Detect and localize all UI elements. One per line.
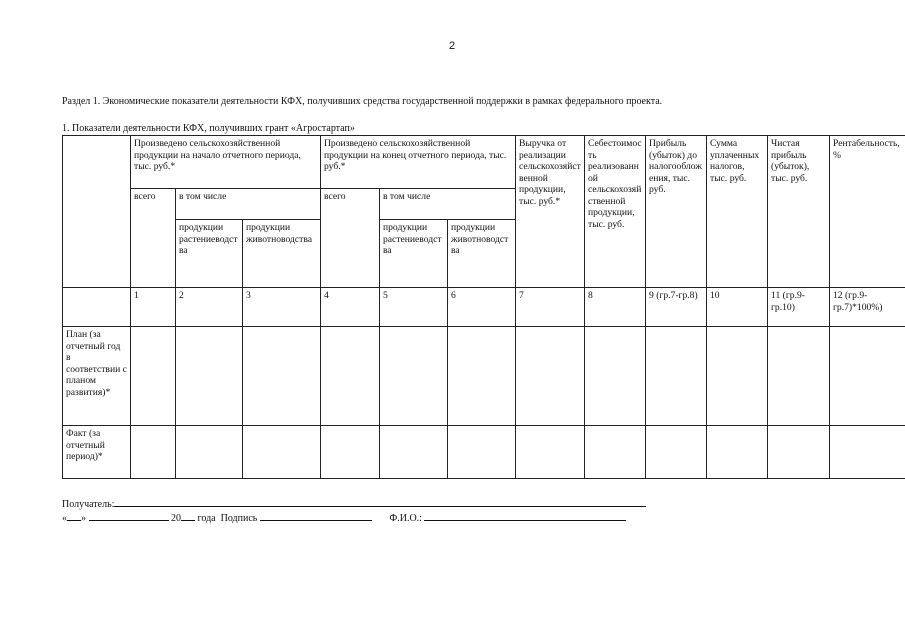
plan-cell[interactable] (768, 327, 830, 426)
header-total-start: всего (131, 189, 176, 288)
number-corner-cell (63, 288, 131, 327)
column-number: 11 (гр.9-гр.10) (768, 288, 830, 327)
fact-cell[interactable] (768, 426, 830, 479)
header-net-profit: Чистая прибыль (убыток), тыс. руб. (768, 136, 830, 288)
column-number: 2 (176, 288, 243, 327)
plan-cell[interactable] (380, 327, 448, 426)
column-number: 5 (380, 288, 448, 327)
header-group-start: Произведено сельскохозяйственной продукции на начало отчетного периода, тыс. руб.* (131, 136, 321, 189)
fact-cell[interactable] (448, 426, 516, 479)
column-number: 3 (243, 288, 321, 327)
fact-cell[interactable] (131, 426, 176, 479)
column-number: 8 (585, 288, 646, 327)
fact-cell[interactable] (516, 426, 585, 479)
year-prefix: 20 (171, 513, 181, 524)
column-number: 9 (гр.7-гр.8) (646, 288, 707, 327)
recipient-field[interactable] (114, 496, 646, 507)
year-field[interactable] (181, 510, 195, 521)
row-label-fact: Факт (за отчетный период)* (63, 426, 131, 479)
column-number: 7 (516, 288, 585, 327)
column-number: 6 (448, 288, 516, 327)
header-taxes: Сумма уплаченных налогов, тыс. руб. (707, 136, 768, 288)
fact-cell[interactable] (321, 426, 380, 479)
header-profit: Прибыль (убыток) до налогообложения, тыс. руб. (646, 136, 707, 288)
fact-cell[interactable] (585, 426, 646, 479)
fact-cell[interactable] (830, 426, 905, 479)
column-number-row (63, 288, 905, 327)
fact-cell[interactable] (380, 426, 448, 479)
section-title: Раздел 1. Экономические показатели деятельности КФХ, получивших средства государственной поддержки в рамках федерального проекта. (62, 96, 663, 107)
plan-cell[interactable] (321, 327, 380, 426)
quote-close: » (81, 513, 86, 524)
header-profitability: Рентабельность, % (830, 136, 905, 288)
plan-cell[interactable] (176, 327, 243, 426)
header-group-end: Произведено сельскохозяйственной продукции на конец отчетного периода, тыс. руб.* (321, 136, 516, 189)
signature-field[interactable] (260, 510, 372, 521)
column-number: 12 (гр.9-гр.7)*100%) (830, 288, 905, 327)
header-revenue: Выручка от реализации сельскохозяйственной продукции, тыс. руб.* (516, 136, 585, 288)
day-field[interactable] (67, 510, 81, 521)
header-total-end: всего (321, 189, 380, 288)
month-field[interactable] (89, 510, 169, 521)
fact-cell[interactable] (707, 426, 768, 479)
recipient-line (62, 496, 646, 510)
plan-cell[interactable] (830, 327, 905, 426)
plan-cell[interactable] (243, 327, 321, 426)
table-title: 1. Показатели деятельности КФХ, получивших грант «Агростартап» (62, 123, 355, 134)
page-number: 2 (449, 40, 456, 52)
plan-cell[interactable] (131, 327, 176, 426)
signature-label: Подпись (220, 513, 258, 524)
header-livestock-start: продукции животноводства (243, 220, 321, 288)
header-crop-end: продукции растениеводства (380, 220, 448, 288)
column-number: 4 (321, 288, 380, 327)
header-crop-start: продукции растениеводства (176, 220, 243, 288)
plan-cell[interactable] (646, 327, 707, 426)
column-number: 10 (707, 288, 768, 327)
fact-row (63, 426, 905, 479)
plan-cell[interactable] (585, 327, 646, 426)
header-cost: Себестоимость реализованной сельскохозяйственной продукции, тыс. руб. (585, 136, 646, 288)
fio-label: Ф.И.О.: (389, 513, 422, 524)
plan-cell[interactable] (448, 327, 516, 426)
recipient-label: Получатель: (62, 499, 115, 510)
plan-cell[interactable] (707, 327, 768, 426)
header-including-start: в том числе (176, 189, 321, 220)
fact-cell[interactable] (646, 426, 707, 479)
row-label-plan: План (за отчетный год в соответствии с планом развития)* (63, 327, 131, 426)
year-suffix: года (197, 513, 216, 524)
header-livestock-end: продукции животноводства (448, 220, 516, 288)
plan-row (63, 327, 905, 426)
header-including-end: в том числе (380, 189, 516, 220)
fio-field[interactable] (424, 510, 626, 521)
fact-cell[interactable] (243, 426, 321, 479)
signature-line (62, 510, 626, 524)
header-corner-cell (63, 136, 131, 288)
fact-cell[interactable] (176, 426, 243, 479)
plan-cell[interactable] (516, 327, 585, 426)
quote-open: « (62, 513, 67, 524)
header-row (63, 136, 905, 189)
indicators-table (62, 135, 905, 479)
column-number: 1 (131, 288, 176, 327)
